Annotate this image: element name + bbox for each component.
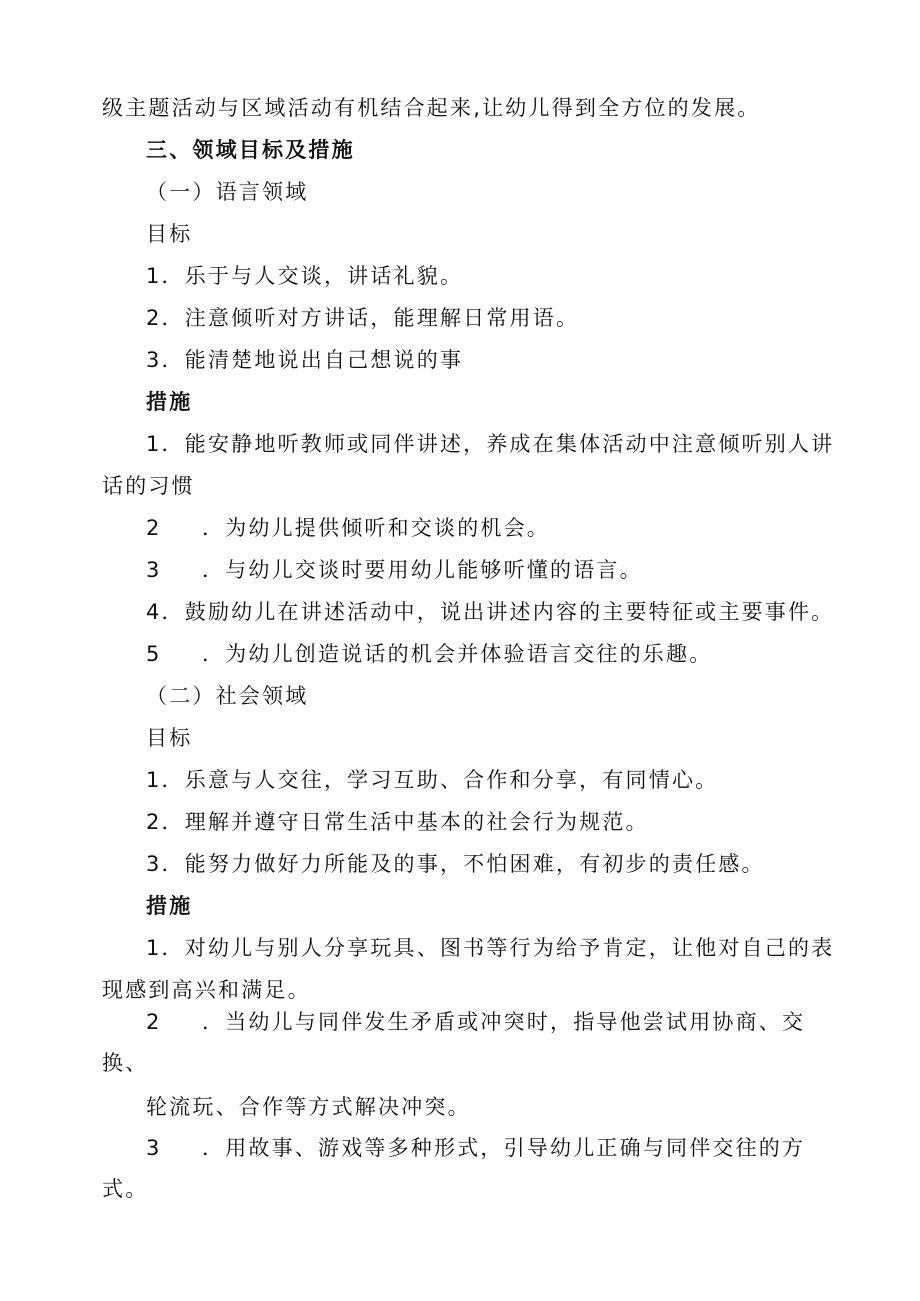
section-heading: 三、领域目标及措施 [146, 138, 355, 162]
list-item-continuation: 轮流玩、合作等方式解决冲突。 [146, 1095, 471, 1119]
list-item-number: 5 [146, 642, 162, 666]
list-item-number: 2 [146, 1010, 162, 1034]
list-item: 3．能努力做好力所能及的事，不怕困难，有初步的责任感。 [146, 852, 765, 876]
list-item: 2．理解并遵守日常生活中基本的社会行为规范。 [146, 810, 649, 834]
list-item [146, 639, 712, 669]
list-item-text: ．当幼儿与同伴发生矛盾或冲突时，指导他尝试用协商、交 [202, 1010, 806, 1034]
list-item-number: 3 [146, 558, 162, 582]
list-item: 2．注意倾听对方讲话，能理解日常用语。 [146, 306, 580, 330]
list-item-text: ．为幼儿创造说话的机会并体验语言交往的乐趣。 [202, 642, 713, 666]
paragraph-line: 级主题活动与区域活动有机结合起来,让幼儿得到全方位的发展。 [102, 96, 761, 120]
list-item-continuation: 式。 [102, 1177, 149, 1201]
list-item-text: ．与幼儿交谈时要用幼儿能够听懂的语言。 [202, 558, 643, 582]
list-item [146, 1007, 805, 1037]
list-item [146, 513, 550, 543]
measures-label: 措施 [146, 390, 193, 414]
goals-label: 目标 [146, 222, 193, 246]
list-item-text: ．用故事、游戏等多种形式，引导幼儿正确与同伴交往的方 [202, 1136, 806, 1160]
list-item: 1．乐于与人交谈，讲话礼貌。 [146, 264, 464, 288]
list-item-text: ．为幼儿提供倾听和交谈的机会。 [202, 516, 550, 540]
list-item: 3．能清楚地说出自己想说的事 [146, 348, 464, 372]
list-item-continuation: 换、 [102, 1051, 149, 1075]
subsection-heading-language: （一）语言领域 [146, 180, 309, 204]
measures-label: 措施 [146, 894, 193, 918]
list-item-continuation: 现感到高兴和满足。 [102, 978, 311, 1002]
list-item-number: 2 [146, 516, 162, 540]
list-item [146, 555, 643, 585]
list-item: 1．乐意与人交往，学习互助、合作和分享，有同情心。 [146, 768, 719, 792]
list-item: 4．鼓励幼儿在讲述活动中，说出讲述内容的主要特征或主要事件。 [146, 600, 835, 624]
list-item: 1．能安静地听教师或同伴讲述，养成在集体活动中注意倾听别人讲 [146, 432, 835, 456]
list-item-continuation: 话的习惯 [102, 474, 195, 498]
list-item: 1．对幼儿与别人分享玩具、图书等行为给予肯定，让他对自己的表 [146, 936, 835, 960]
goals-label: 目标 [146, 726, 193, 750]
list-item-number: 3 [146, 1136, 162, 1160]
list-item [146, 1133, 805, 1163]
subsection-heading-social: （二）社会领域 [146, 684, 309, 708]
